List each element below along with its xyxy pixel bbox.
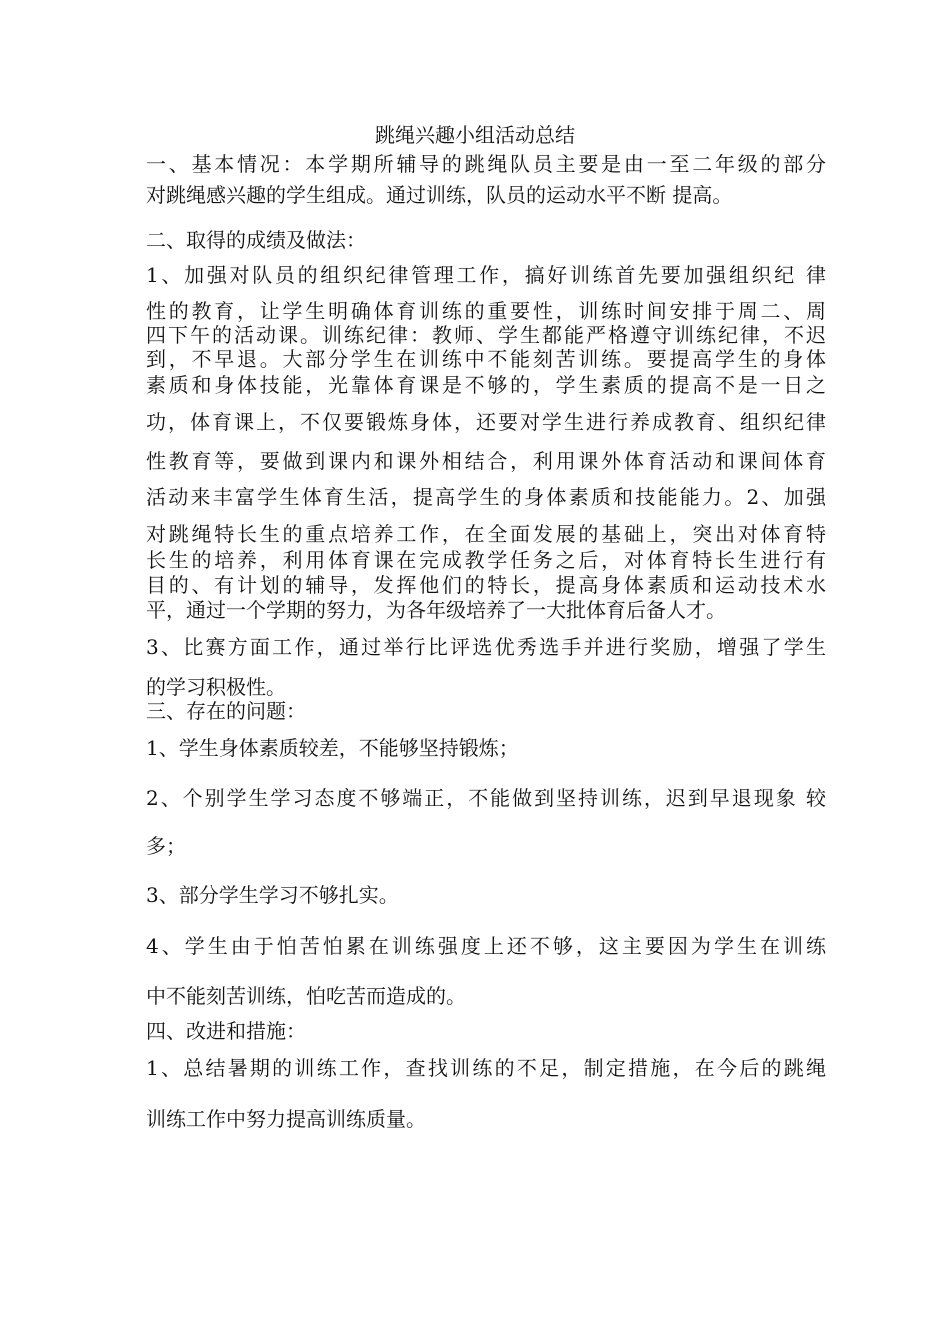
text-line: 性教育等，要做到课内和课外相结合，利用课外体育活动和课间体育 xyxy=(146,449,826,473)
text-line: 平，通过一个学期的努力，为各年级培养了一大批体育后备人才。 xyxy=(146,598,726,622)
text-line: 3、部分学生学习不够扎实。 xyxy=(146,883,399,907)
text-line: 1、学生身体素质较差，不能够坚持锻炼； xyxy=(146,736,519,760)
text-line: 的学习积极性。 xyxy=(146,675,286,699)
section-heading: 二、取得的成绩及做法： xyxy=(146,228,366,252)
text-line: 4、学生由于怕苦怕累在训练强度上还不够，这主要因为学生在训练 xyxy=(146,934,826,958)
text-line: 训练工作中努力提高训练质量。 xyxy=(146,1107,426,1131)
text-line: 2、个别学生学习态度不够端正，不能做到坚持训练，迟到早退现象 较 xyxy=(146,786,826,810)
text-line: 多； xyxy=(146,834,186,858)
text-line: 对跳绳特长生的重点培养工作，在全面发展的基础上，突出对体育特 xyxy=(146,522,826,546)
document-title: 跳绳兴趣小组活动总结 xyxy=(375,123,575,147)
text-line: 素质和身体技能，光靠体育课是不够的，学生素质的提高不是一日之 xyxy=(146,373,826,397)
text-line: 长生的培养，利用体育课在完成教学任务之后，对体育特长生进行有 xyxy=(146,548,826,572)
text-line: 四下午的活动课。训练纪律：教师、学生都能严格遵守训练纪律，不迟 xyxy=(146,323,826,347)
text-line: 功，体育课上，不仅要锻炼身体，还要对学生进行养成教育、组织纪律 xyxy=(146,410,826,434)
text-line: 性的教育，让学生明确体育训练的重要性，训练时间安排于周二、周 xyxy=(146,299,826,323)
text-line: 3、比赛方面工作，通过举行比评选优秀选手并进行奖励，增强了学生 xyxy=(146,635,826,659)
text-line: 中不能刻苦训练，怕吃苦而造成的。 xyxy=(146,984,466,1008)
text-line: 活动来丰富学生体育生活，提高学生的身体素质和技能能力。2、加强 xyxy=(146,485,826,509)
text-line: 目的、有计划的辅导，发挥他们的特长，提高身体素质和运动技术水 xyxy=(146,573,826,597)
text-line: 一、基本情况：本学期所辅导的跳绳队员主要是由一至二年级的部分 xyxy=(146,152,826,176)
section-heading: 三、存在的问题： xyxy=(146,699,306,723)
text-line: 对跳绳感兴趣的学生组成。通过训练，队员的运动水平不断 提高。 xyxy=(146,183,733,207)
text-line: 到，不早退。大部分学生在训练中不能刻苦训练。要提高学生的身体 xyxy=(146,347,826,371)
section-heading: 四、改进和措施： xyxy=(146,1019,306,1043)
text-line: 1、总结暑期的训练工作，查找训练的不足，制定措施，在今后的跳绳 xyxy=(146,1056,826,1080)
text-line: 1、加强对队员的组织纪律管理工作，搞好训练首先要加强组织纪 律 xyxy=(146,263,826,287)
